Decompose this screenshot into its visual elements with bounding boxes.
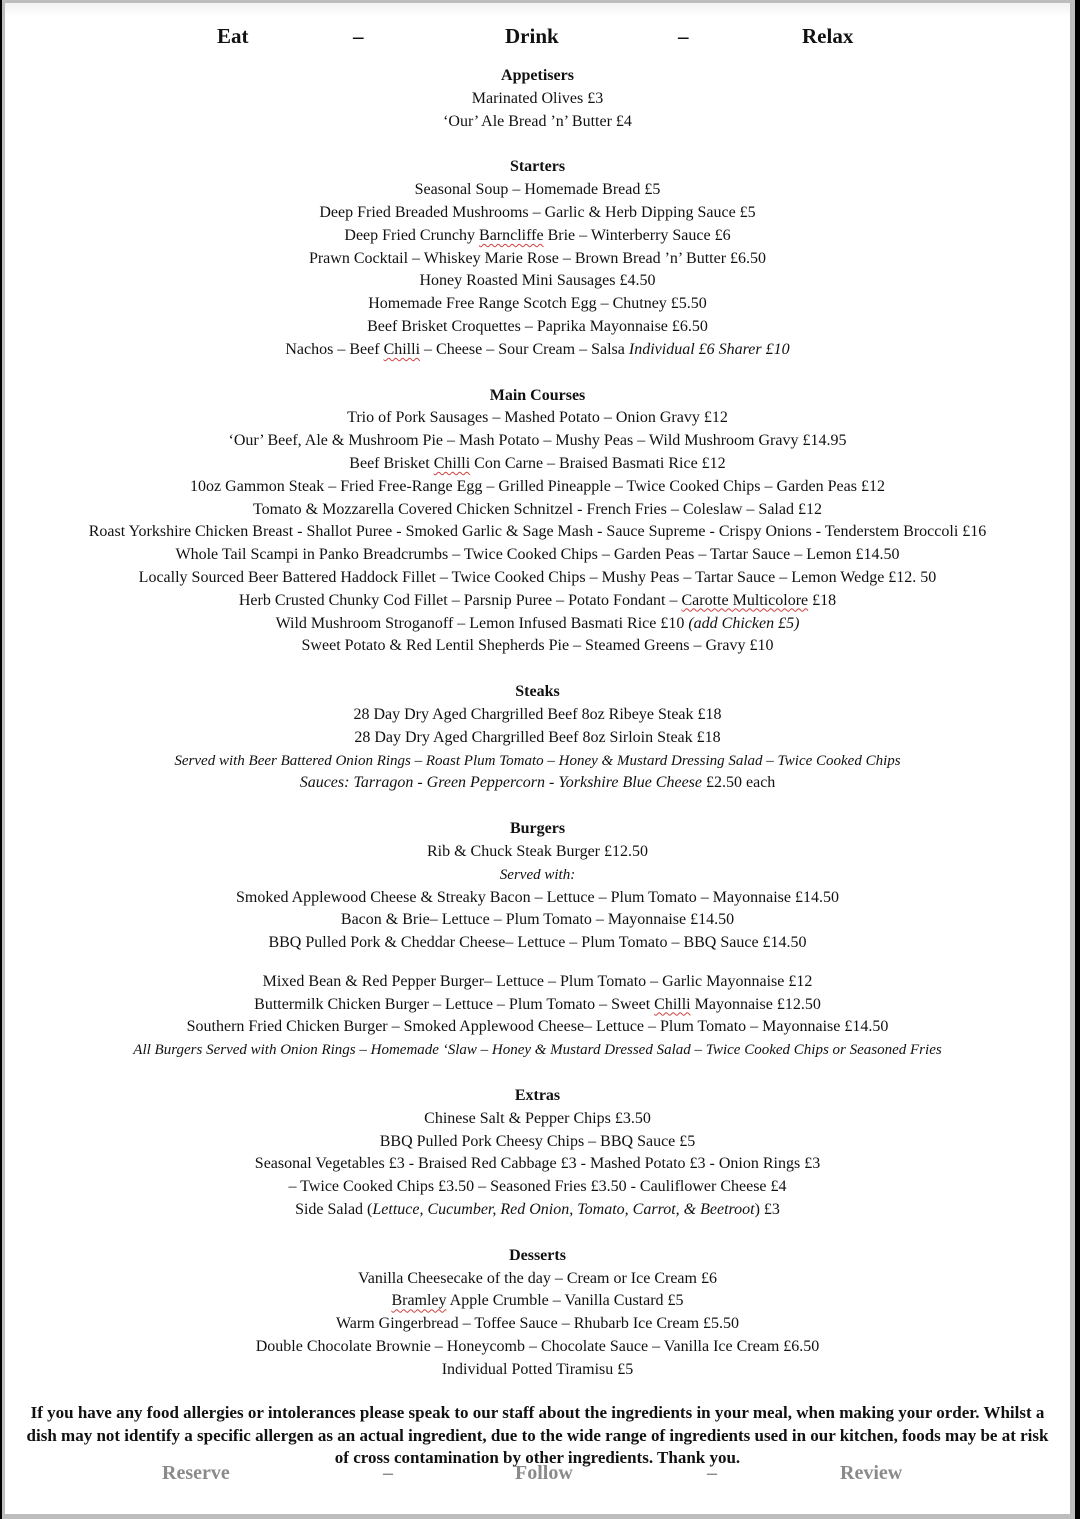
section-title: Burgers: [509, 820, 566, 838]
section-title: Appetisers: [501, 67, 574, 84]
tagline-eat: Eat: [217, 23, 249, 48]
menu-item: Warm Gingerbread – Toffee Sauce – Rhubarb Ice Cream £5.50: [335, 1315, 740, 1333]
menu-item: Double Chocolate Brownie – Honeycomb – Chocolate Sauce – Vanilla Ice Cream £6.50: [255, 1338, 820, 1356]
section-desserts: [5, 1245, 1070, 1382]
menu-item: – Twice Cooked Chips £3.50 – Seasoned Fries £3.50 - Cauliflower Cheese £4: [288, 1178, 787, 1196]
menu-item: 28 Day Dry Aged Chargrilled Beef 8oz Ribeye Steak £18: [353, 705, 722, 723]
menu-item: Bramley Apple Crumble – Vanilla Custard £5: [391, 1292, 684, 1310]
section-starters: [5, 156, 1070, 361]
served-with-note: Served with Beer Battered Onion Rings – Roast Plum Tomato – Honey & Mustard Dressing Salad – Twice Cooked Chips: [174, 752, 901, 769]
reserve-link[interactable]: Reserve: [162, 1461, 230, 1484]
menu-item: Bacon & Brie– Lettuce – Plum Tomato – Mayonnaise £14.50: [340, 911, 735, 929]
menu-item: BBQ Pulled Pork & Cheddar Cheese– Lettuce – Plum Tomato – BBQ Sauce £14.50: [268, 934, 807, 952]
spellcheck-word: Chilli: [383, 340, 421, 358]
tagline-relax: Relax: [802, 23, 854, 48]
spellcheck-word: Carotte Multicolore: [681, 591, 809, 609]
spellcheck-word: Chilli: [433, 454, 471, 472]
menu-item: Herb Crusted Chunky Cod Fillet – Parsnip Puree – Potato Fondant – Carotte Multicolore £18: [238, 591, 837, 609]
menu-item: Mixed Bean & Red Pepper Burger– Lettuce – Plum Tomato – Garlic Mayonnaise £12: [262, 972, 813, 990]
section-title: Main Courses: [489, 386, 586, 404]
tagline-separator: –: [678, 23, 689, 48]
menu-item: Smoked Applewood Cheese & Streaky Bacon – Lettuce – Plum Tomato – Mayonnaise £14.50: [236, 888, 839, 906]
menu-item: Marinated Olives £3: [471, 89, 604, 107]
menu-item: Beef Brisket Chilli Con Carne – Braised Basmati Rice £12: [349, 454, 726, 472]
price-options: Individual £6 Sharer £10: [628, 340, 790, 358]
menu-page: [5, 3, 1070, 1514]
menu-item: Chinese Salt & Pepper Chips £3.50: [424, 1109, 651, 1127]
footer-separator: –: [383, 1461, 393, 1484]
menu-body: [5, 65, 1070, 1382]
tagline-drink: Drink: [505, 23, 559, 48]
section-title: Extras: [514, 1087, 561, 1105]
spellcheck-word: Barncliffe: [479, 226, 544, 244]
menu-item: Homemade Free Range Scotch Egg – Chutney £5.50: [368, 295, 707, 313]
menu-item: Sweet Potato & Red Lentil Shepherds Pie – Steamed Greens – Gravy £10: [301, 637, 774, 655]
menu-item: Seasonal Soup – Homemade Bread £5: [414, 181, 661, 199]
menu-item: Side Salad (Lettuce, Cucumber, Red Onion, Tomato, Carrot, & Beetroot) £3: [295, 1201, 780, 1219]
section-extras: [5, 1085, 1070, 1222]
menu-item: 28 Day Dry Aged Chargrilled Beef 8oz Sirloin Steak £18: [354, 728, 721, 746]
add-on-note: (add Chicken £5): [688, 614, 800, 632]
menu-item: Individual Potted Tiramisu £5: [441, 1360, 634, 1378]
section-title: Steaks: [515, 683, 560, 701]
menu-item: Southern Fried Chicken Burger – Smoked Applewood Cheese– Lettuce – Plum Tomato – Mayonnaise £14.50: [186, 1018, 889, 1036]
menu-item: BBQ Pulled Pork Cheesy Chips – BBQ Sauce £5: [379, 1132, 696, 1150]
menu-item: Buttermilk Chicken Burger – Lettuce – Plum Tomato – Sweet Chilli Mayonnaise £12.50: [254, 995, 821, 1013]
spacer: [5, 955, 1070, 971]
menu-item: Deep Fried Crunchy Barncliffe Brie – Winterberry Sauce £6: [344, 226, 731, 244]
spellcheck-word: Chilli: [654, 995, 691, 1013]
allergy-notice: If you have any food allergies or intolerances please speak to our staff about the ingredients in your meal, when making your order. Whilst a dish may not identify a specific allergen as an actual ingredient, due to the wide range of ingredients used in our kitchen, foods may be at risk of cross contamination by other ingredients. Thank you.: [26, 1403, 1049, 1467]
sauces-note: Sauces: Tarragon - Green Peppercorn - Yorkshire Blue Cheese £2.50 each: [299, 774, 776, 792]
menu-item: Nachos – Beef Chilli – Cheese – Sour Cream – Salsa Individual £6 Sharer £10: [285, 340, 790, 358]
menu-item: Prawn Cocktail – Whiskey Marie Rose – Brown Bread ’n’ Butter £6.50: [308, 249, 767, 267]
section-burgers: [5, 818, 1070, 1062]
menu-item: Honey Roasted Mini Sausages £4.50: [419, 272, 656, 290]
served-with-note: All Burgers Served with Onion Rings – Homemade ‘Slaw – Honey & Mustard Dressed Salad – Twice Cooked Chips or Seasoned Fries: [133, 1042, 942, 1059]
section-title: Starters: [509, 158, 566, 176]
section-main-courses: [5, 385, 1070, 659]
menu-item: Trio of Pork Sausages – Mashed Potato – Onion Gravy £12: [347, 409, 728, 427]
menu-item: Locally Sourced Beer Battered Haddock Fillet – Twice Cooked Chips – Mushy Peas – Tartar Sauce – Lemon Wedge £12. 50: [138, 568, 937, 586]
footer-separator: –: [707, 1461, 717, 1484]
review-link[interactable]: Review: [840, 1461, 903, 1484]
menu-item: Tomato & Mozzarella Covered Chicken Schnitzel - French Fries – Coleslaw – Salad £12: [253, 500, 822, 518]
spellcheck-word: Bramley: [391, 1292, 447, 1310]
menu-item: Beef Brisket Croquettes – Paprika Mayonnaise £6.50: [367, 317, 708, 335]
menu-item: Seasonal Vegetables £3 - Braised Red Cabbage £3 - Mashed Potato £3 - Onion Rings £3: [254, 1155, 821, 1173]
section-steaks: [5, 681, 1070, 795]
menu-item: Roast Yorkshire Chicken Breast - Shallot Puree - Smoked Garlic & Sage Mash - Sauce Supreme - Crispy Onions - Tenderstem Broccoli £16: [88, 523, 987, 541]
menu-item: Rib & Chuck Steak Burger £12.50: [426, 842, 649, 860]
follow-link[interactable]: Follow: [515, 1461, 573, 1484]
menu-item: Whole Tail Scampi in Panko Breadcrumbs – Twice Cooked Chips – Garden Peas – Tartar Sauce – Lemon £14.50: [175, 546, 900, 564]
section-appetisers: [5, 65, 1070, 133]
menu-item: 10oz Gammon Steak – Fried Free-Range Egg – Grilled Pineapple – Twice Cooked Chips – Garden Peas £12: [190, 477, 885, 495]
menu-item: Deep Fried Breaded Mushrooms – Garlic & Herb Dipping Sauce £5: [319, 203, 756, 221]
served-with-label: Served with:: [499, 866, 576, 883]
menu-item: ‘Our’ Ale Bread ’n’ Butter £4: [443, 112, 632, 130]
section-title: Desserts: [509, 1246, 566, 1264]
tagline-separator: –: [353, 23, 364, 48]
menu-item: ‘Our’ Beef, Ale & Mushroom Pie – Mash Potato – Mushy Peas – Wild Mushroom Gravy £14.95: [228, 432, 847, 450]
menu-item: Wild Mushroom Stroganoff – Lemon Infused Basmati Rice £10 (add Chicken £5): [275, 614, 800, 632]
menu-item: Vanilla Cheesecake of the day – Cream or Ice Cream £6: [358, 1269, 717, 1287]
